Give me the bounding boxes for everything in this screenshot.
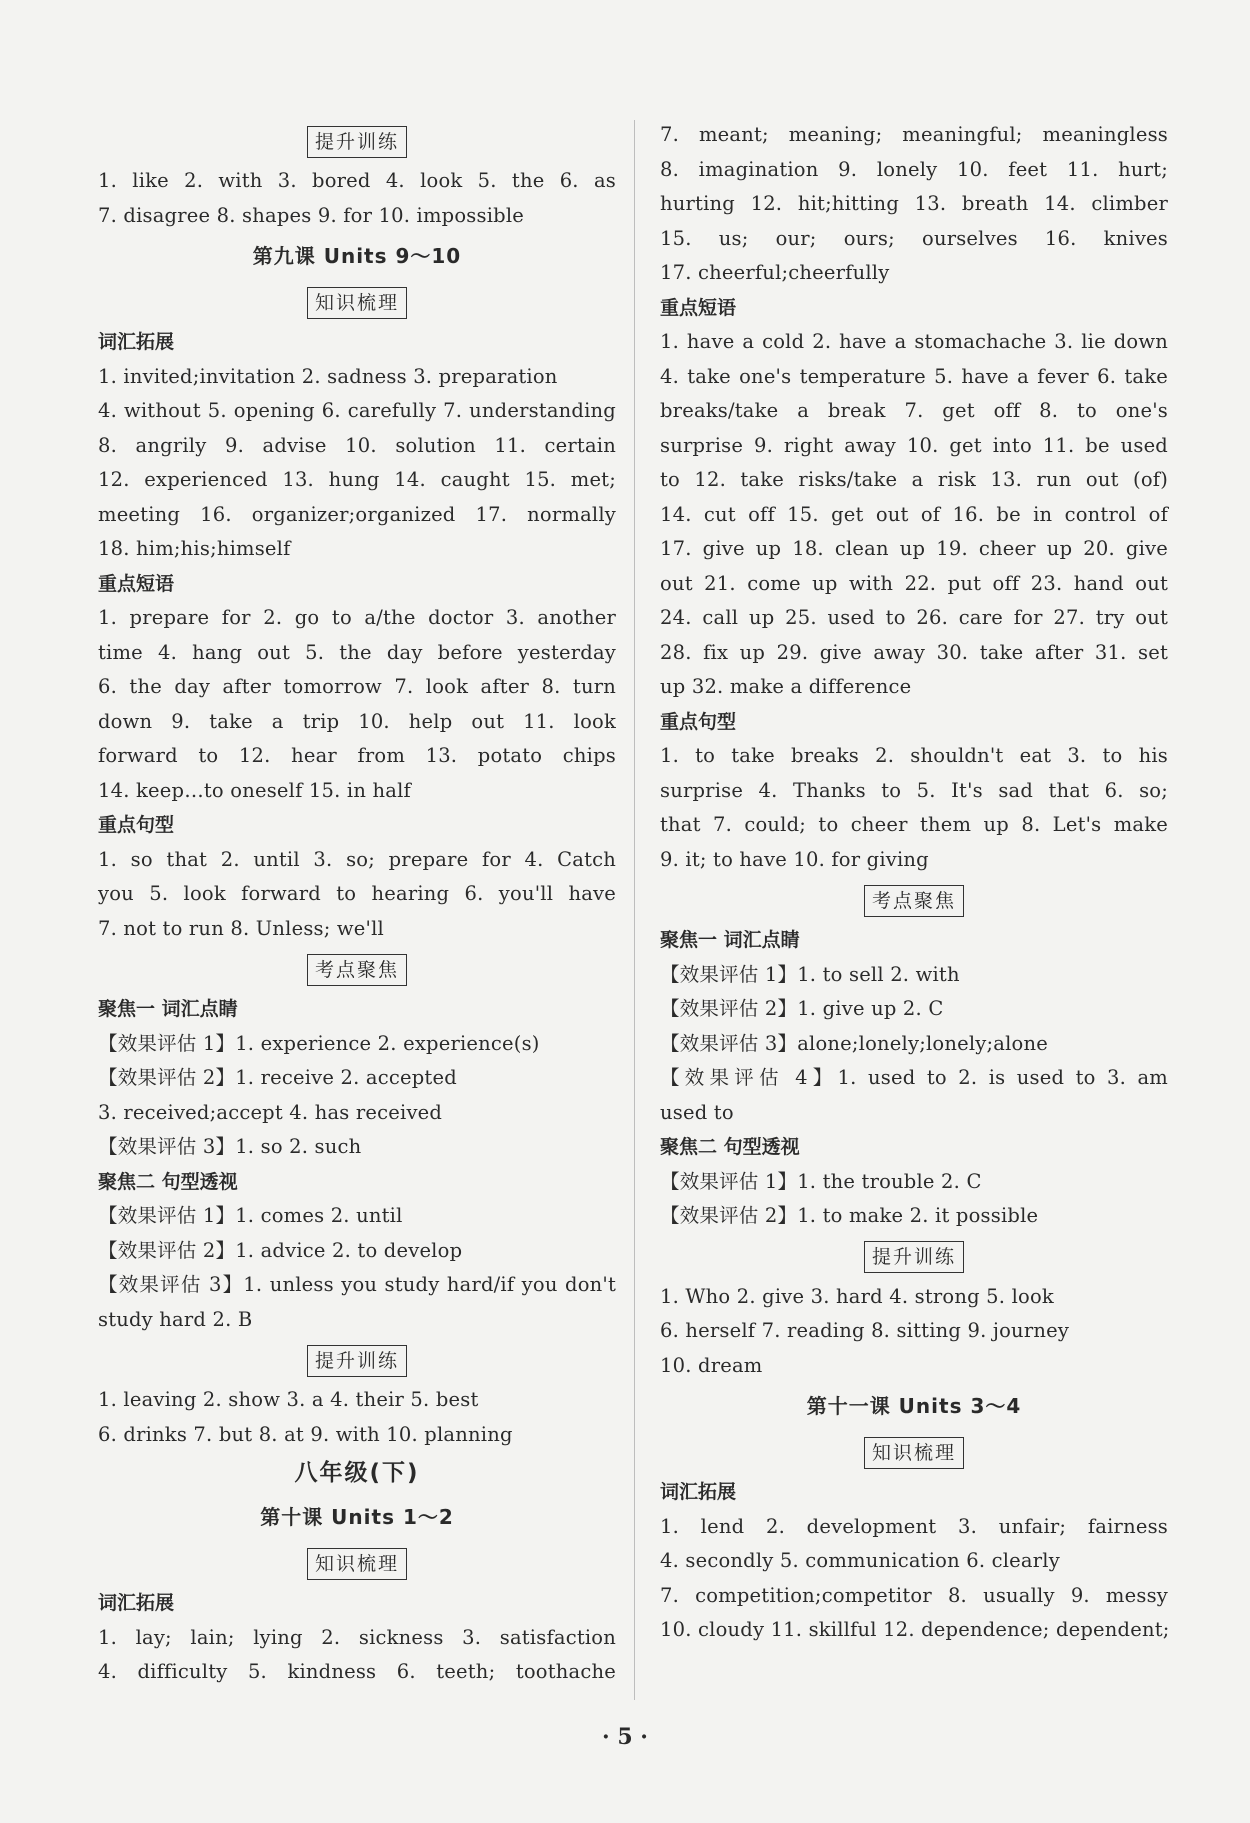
section-box-heading <box>660 877 1168 923</box>
page-number: · 5 · <box>602 1724 648 1750</box>
subheading: 重点短语 <box>660 296 737 319</box>
answer-line: 4. without 5. opening 6. carefully 7. understanding <box>98 399 616 422</box>
subheading: 词汇拓展 <box>660 1481 737 1503</box>
answer-line: 1. lay; lain; lying 2. sickness 3. satisfaction <box>98 1625 616 1649</box>
answer-line: 1. like 2. with 3. bored 4. look 5. the 6. as <box>98 169 616 192</box>
lesson-title: 第十课 Units 1～2 <box>260 1505 454 1529</box>
answer-line: 【效果评估 3】alone;lonely;lonely;alone <box>660 1031 1048 1055</box>
answer-line: 18. him;his;himself <box>98 537 291 560</box>
answer-line: 10. dream <box>660 1353 763 1377</box>
answer-line: 【效果评估 2】1. receive 2. accepted <box>98 1066 457 1089</box>
answer-line: surprise 4. Thanks to 5. It's sad that 6. so; <box>660 778 1168 802</box>
answer-line: you 5. look forward to hearing 6. you'll have <box>98 882 616 905</box>
answer-line: 14. keep…to oneself 15. in half <box>98 778 411 802</box>
answer-line: 1. Who 2. give 3. hard 4. strong 5. look <box>660 1284 1054 1308</box>
answer-line: 1. leaving 2. show 3. a 4. their 5. best <box>98 1388 479 1411</box>
section-box-heading <box>660 1429 1168 1475</box>
answer-line: 1. have a cold 2. have a stomachache 3. lie down <box>660 330 1168 353</box>
answer-line: breaks/take a break 7. get off 8. to one's <box>660 399 1168 422</box>
answer-line: forward to 12. hear from 13. potato chips <box>98 744 616 767</box>
section-box-heading <box>98 1540 616 1586</box>
answer-line: 15. us; our; ours; ourselves 16. knives <box>660 226 1168 250</box>
answer-line: 【效果评估 2】1. to make 2. it possible <box>660 1204 1039 1227</box>
boxed-label: 提升训练 <box>307 1345 407 1377</box>
answer-line: hurting 12. hit;hitting 13. breath 14. climber <box>660 192 1168 215</box>
answer-line: 6. herself 7. reading 8. sitting 9. journey <box>660 1319 1070 1342</box>
answer-line: to 12. take risks/take a risk 13. run out (of) <box>660 468 1168 491</box>
answer-line: 7. disagree 8. shapes 9. for 10. impossible <box>98 203 525 227</box>
answer-line: 【效果评估 1】1. experience 2. experience(s) <box>98 1031 540 1055</box>
answer-line: 24. call up 25. used to 26. care for 27. try out <box>660 606 1168 629</box>
boxed-label: 提升训练 <box>864 1241 964 1273</box>
answer-line: meeting 16. organizer;organized 17. normally <box>98 502 616 526</box>
answer-line: 【效果评估 1】1. comes 2. until <box>98 1204 403 1227</box>
section-box-heading <box>98 1337 616 1383</box>
answer-line: 12. experienced 13. hung 14. caught 15. met; <box>98 468 616 491</box>
boxed-label: 考点聚焦 <box>864 885 964 917</box>
grade-title: 八年级(下) <box>294 1460 420 1486</box>
section-box-heading <box>660 1234 1168 1280</box>
answer-line: 【效果评估 2】1. advice 2. to develop <box>98 1238 463 1262</box>
answer-line: 4. take one's temperature 5. have a fever 6. take <box>660 364 1168 388</box>
subheading: 聚焦一 词汇点睛 <box>660 929 800 951</box>
section-box-heading <box>98 118 616 164</box>
answer-line: 7. competition;competitor 8. usually 9. messy <box>660 1583 1168 1607</box>
answer-line: 28. fix up 29. give away 30. take after 31. set <box>660 640 1168 664</box>
boxed-label: 知识梳理 <box>864 1437 964 1469</box>
section-box-heading <box>98 279 616 325</box>
answer-line: 【效果评估 1】1. to sell 2. with <box>660 962 960 986</box>
answer-line: that 7. could; to cheer them up 8. Let's make <box>660 813 1168 836</box>
answer-line: 17. give up 18. clean up 19. cheer up 20. give <box>660 537 1168 560</box>
answer-line: out 21. come up with 22. put off 23. hand out <box>660 571 1168 595</box>
answer-line: 1. invited;invitation 2. sadness 3. preparation <box>98 364 558 388</box>
answer-line: time 4. hang out 5. the day before yesterday <box>98 640 616 664</box>
column-divider <box>634 120 635 1700</box>
subheading: 重点句型 <box>660 710 737 733</box>
answer-line: 7. meant; meaning; meaningful; meaningless <box>660 123 1168 146</box>
answer-line: down 9. take a trip 10. help out 11. look <box>98 709 616 733</box>
subheading: 重点短语 <box>98 572 175 595</box>
boxed-label: 提升训练 <box>307 126 407 158</box>
boxed-label: 知识梳理 <box>307 1548 407 1580</box>
answer-line: 1. so that 2. until 3. so; prepare for 4. Catch <box>98 847 616 871</box>
left-column <box>98 118 616 1690</box>
answer-line: 【效果评估 3】1. unless you study hard/if you don't <box>98 1273 616 1296</box>
lesson-title: 第十一课 Units 3～4 <box>806 1394 1022 1418</box>
answer-line: 17. cheerful;cheerfully <box>660 261 890 284</box>
subheading: 聚焦二 句型透视 <box>98 1170 238 1193</box>
section-box-heading <box>98 946 616 992</box>
answer-line: 4. difficulty 5. kindness 6. teeth; toothache <box>98 1660 616 1683</box>
answer-line: up 32. make a difference <box>660 675 912 698</box>
answer-line: 1. lend 2. development 3. unfair; fairness <box>660 1514 1168 1538</box>
answer-line: 10. cloudy 11. skillful 12. dependence; dependent; <box>660 1618 1170 1641</box>
lesson-title: 第九课 Units 9～10 <box>252 244 462 268</box>
answer-line: 1. prepare for 2. go to a/the doctor 3. another <box>98 606 616 629</box>
right-column <box>660 118 1168 1648</box>
subheading: 重点句型 <box>98 814 175 836</box>
answer-line: 7. not to run 8. Unless; we'll <box>98 916 384 940</box>
subheading: 聚焦二 句型透视 <box>660 1136 800 1158</box>
answer-line: 8. angrily 9. advise 10. solution 11. certain <box>98 433 616 457</box>
boxed-label: 知识梳理 <box>307 287 407 319</box>
answer-line: 6. the day after tomorrow 7. look after 8. turn <box>98 675 616 698</box>
subheading: 词汇拓展 <box>98 331 175 353</box>
answer-line: 1. to take breaks 2. shouldn't eat 3. to his <box>660 744 1168 767</box>
answer-line: 【效果评估 3】1. so 2. such <box>98 1135 362 1158</box>
answer-line: 8. imagination 9. lonely 10. feet 11. hurt; <box>660 157 1168 181</box>
subheading: 词汇拓展 <box>98 1592 175 1614</box>
answer-line: 6. drinks 7. but 8. at 9. with 10. planning <box>98 1422 513 1446</box>
answer-line: 4. secondly 5. communication 6. clearly <box>660 1549 1060 1572</box>
answer-line: 14. cut off 15. get out of 16. be in control of <box>660 502 1168 526</box>
answer-line: study hard 2. B <box>98 1307 253 1331</box>
answer-line: 9. it; to have 10. for giving <box>660 847 929 871</box>
subheading: 聚焦一 词汇点睛 <box>98 998 238 1020</box>
answer-line: 3. received;accept 4. has received <box>98 1100 443 1124</box>
boxed-label: 考点聚焦 <box>307 954 407 986</box>
answer-line: 【效果评估 4】1. used to 2. is used to 3. am <box>660 1066 1168 1089</box>
answer-line: 【效果评估 1】1. the trouble 2. C <box>660 1169 982 1193</box>
answer-line: 【效果评估 2】1. give up 2. C <box>660 997 944 1020</box>
answer-line: used to <box>660 1100 734 1124</box>
answer-line: surprise 9. right away 10. get into 11. be used <box>660 433 1168 457</box>
